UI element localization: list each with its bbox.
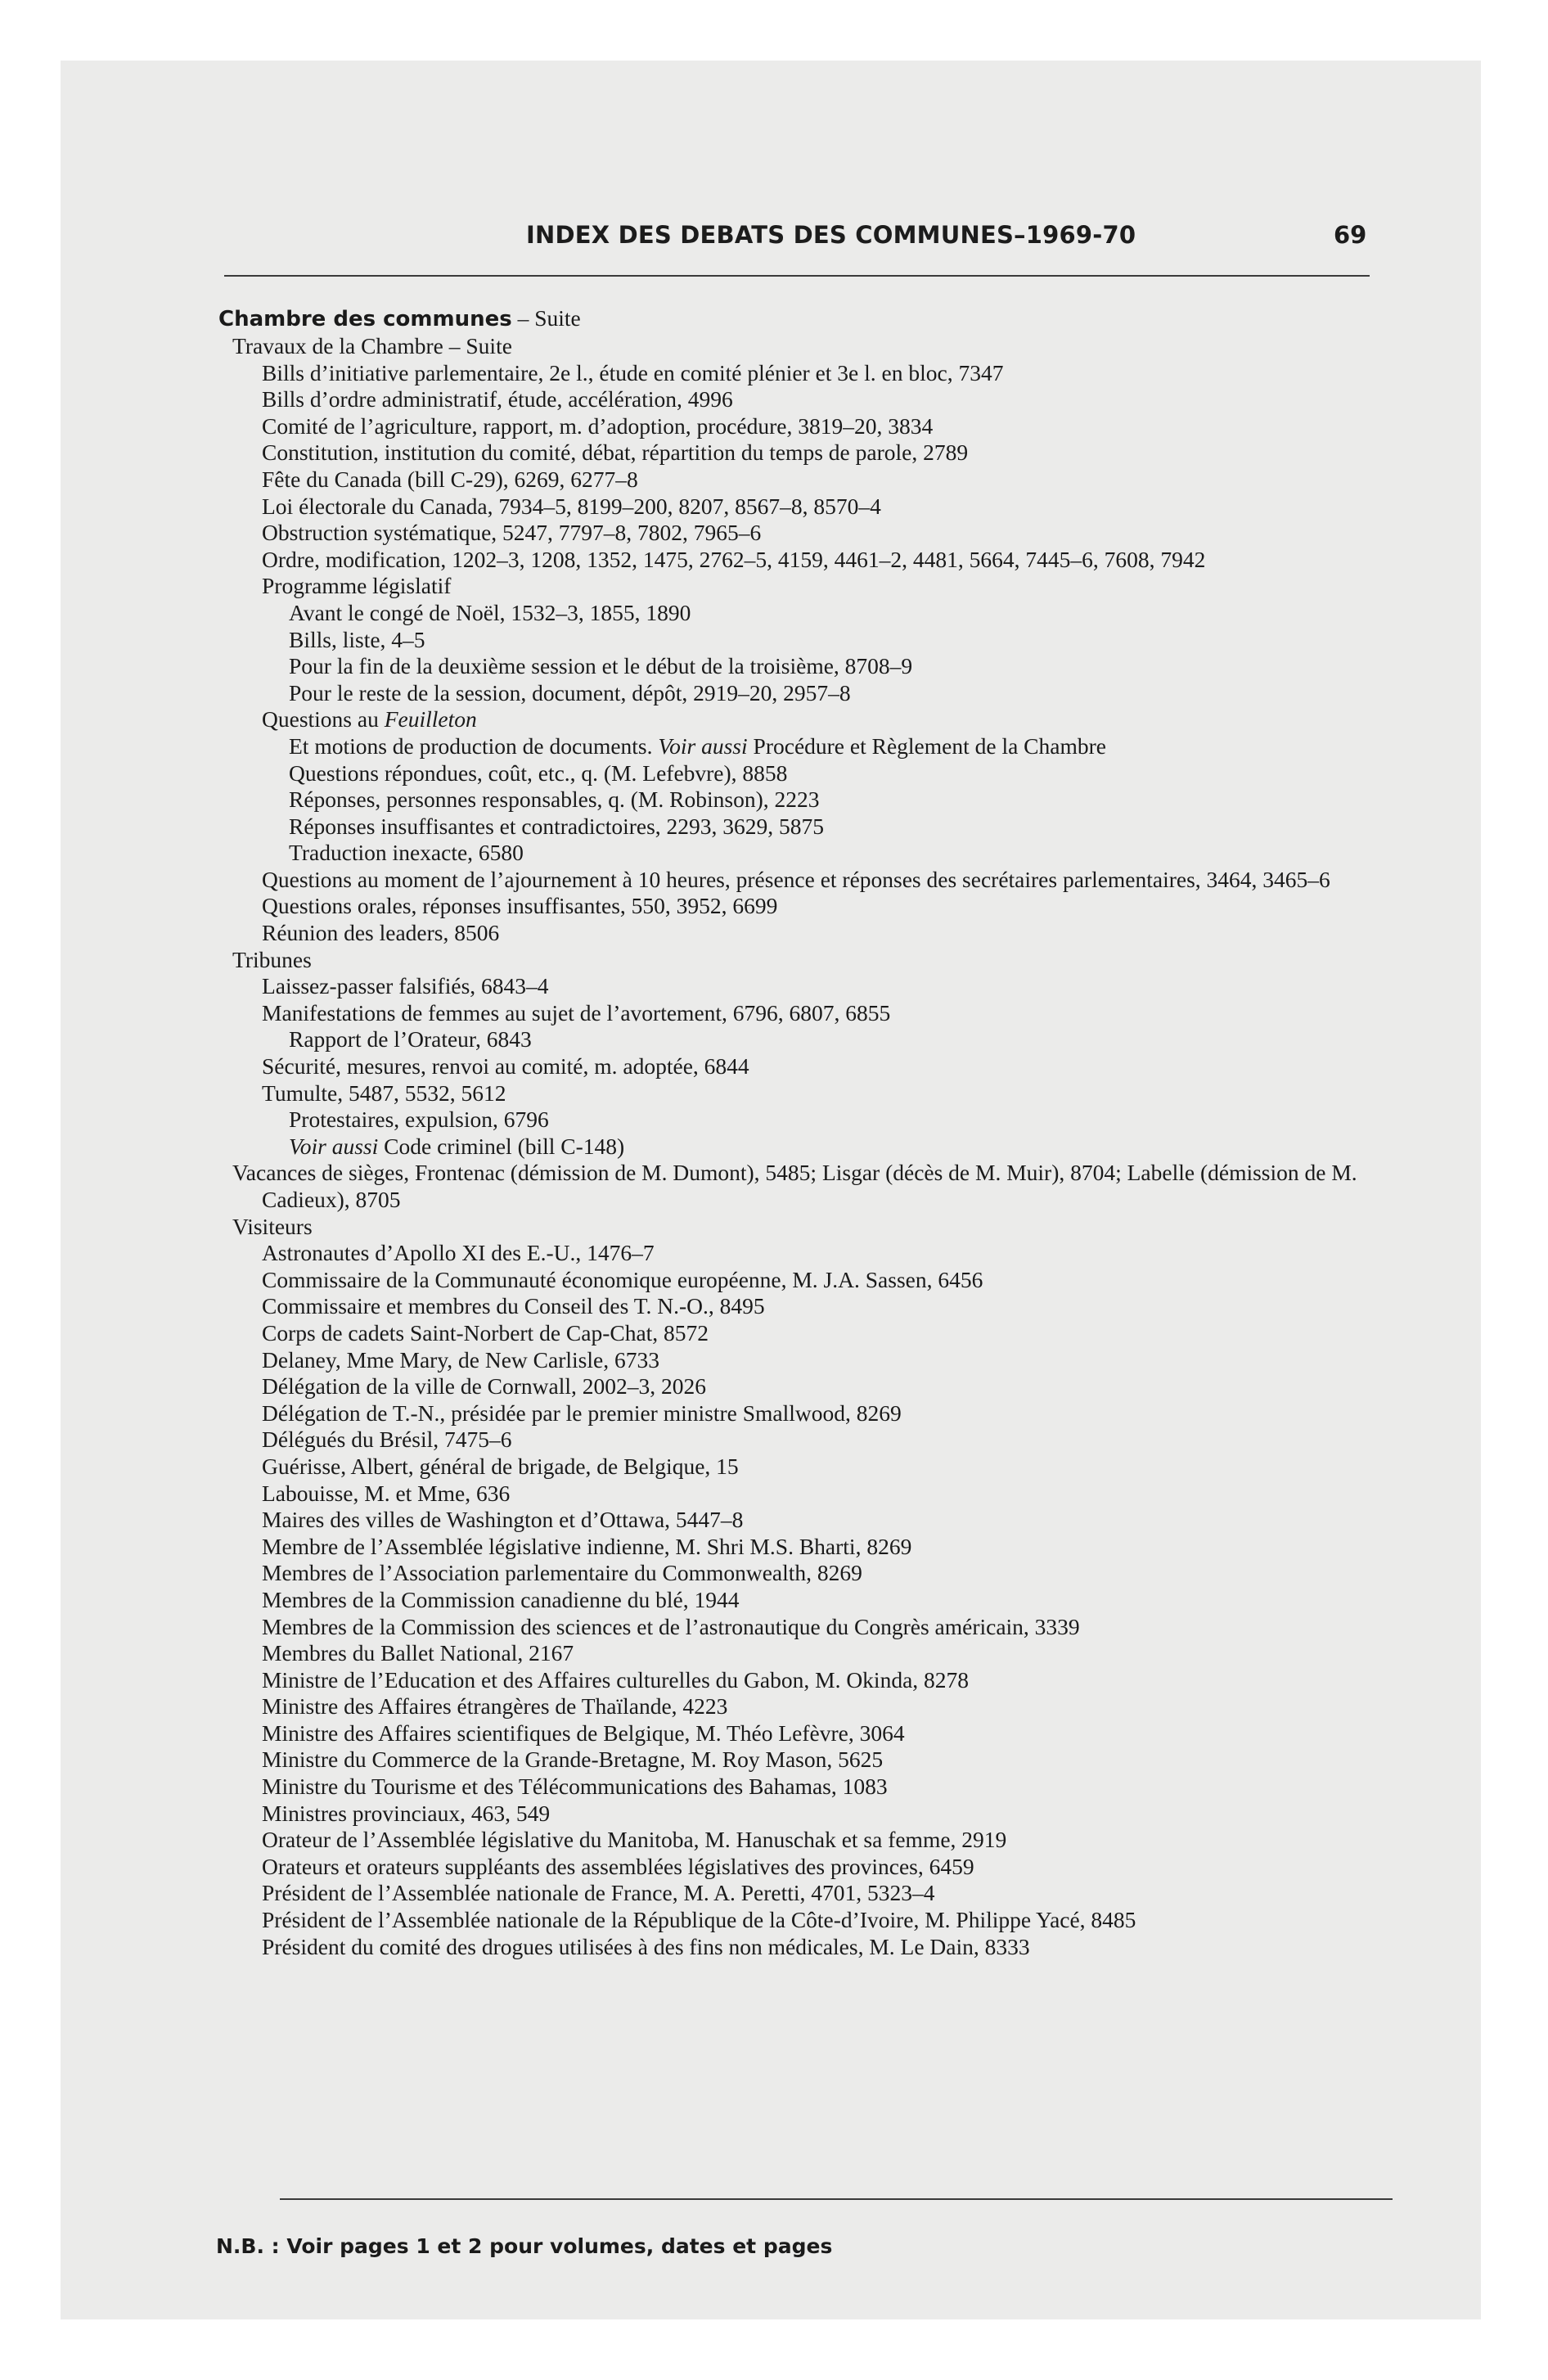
entry-text: Laissez-passer falsifiés, 6843–4 (262, 973, 549, 999)
entry-text: Constitution, institution du comité, débat, répartition du temps de parole, 2789 (262, 439, 969, 466)
index-entry (61, 1240, 1366, 1267)
entry-text: Fête du Canada (bill C-29), 6269, 6277–8 (262, 466, 638, 492)
entry-text: Réunion des leaders, 8506 (262, 920, 500, 946)
entry-text: Orateur de l’Assemblée législative du Manitoba, M. Hanuschak et sa femme, 2919 (262, 1827, 1007, 1853)
entry-text: Travaux de la Chambre – Suite (232, 333, 512, 358)
index-entry (61, 1774, 1366, 1801)
entry-text: Bills, liste, 4–5 (289, 626, 425, 652)
index-entry (61, 1000, 1366, 1027)
entry-text: Ministre des Affaires scientifiques de Belgique, M. Théo Lefèvre, 3064 (262, 1720, 905, 1746)
index-entry (61, 1080, 1366, 1107)
entry-text: Questions orales, réponses insuffisantes, 550, 3952, 6699 (262, 893, 778, 919)
entry-text: Pour la fin de la deuxième session et le début de la troisième, 8708–9 (289, 653, 913, 679)
index-entry (61, 1053, 1366, 1080)
index-entry (61, 920, 1366, 947)
index-entry (61, 1614, 1366, 1641)
entry-text: Sécurité, mesures, renvoi au comité, m. adoptée, 6844 (262, 1053, 749, 1080)
index-entry (61, 413, 1366, 440)
index-entry (61, 706, 1366, 733)
entry-text: Membres de la Commission canadienne du blé, 1944 (262, 1586, 740, 1612)
index-entry (61, 1481, 1366, 1508)
entry-text: Labouisse, M. et Mme, 636 (262, 1480, 511, 1506)
entry-text: Obstruction systématique, 5247, 7797–8, 7802, 7965–6 (262, 520, 762, 546)
index-entry (61, 547, 1366, 574)
index-entry (61, 600, 1366, 627)
entry-text: Protestaires, expulsion, 6796 (289, 1107, 549, 1133)
entry-text: Commissaire et membres du Conseil des T. N.-O., 8495 (262, 1293, 765, 1319)
index-entry (61, 653, 1366, 680)
entry-text: Tribunes (232, 946, 312, 972)
entry-text: Réponses, personnes responsables, q. (M. Robinson), 2223 (289, 787, 820, 813)
index-entry (61, 867, 1366, 894)
entry-text: Membres de l’Association parlementaire du Commonwealth, 8269 (262, 1560, 862, 1586)
index-entry (61, 360, 1366, 387)
entry-text: Questions répondues, coût, etc., q. (M. Lefebvre), 8858 (289, 760, 788, 786)
index-entry (61, 1427, 1366, 1454)
entry-text: Membres du Ballet National, 2167 (262, 1640, 574, 1666)
index-entry (61, 1720, 1366, 1747)
entry-text: Délégation de T.-N., présidée par le premier ministre Smallwood, 8269 (262, 1400, 902, 1426)
entry-text: Délégation de la ville de Cornwall, 2002–3, 2026 (262, 1373, 707, 1400)
entry-text: Bills d’initiative parlementaire, 2e l., étude en comité plénier et 3e l. en bloc, 7347 (262, 359, 1004, 385)
entry-italic-text: Voir aussi (289, 1133, 379, 1159)
entry-text: Traduction inexacte, 6580 (289, 840, 524, 866)
entry-text: Président du comité des drogues utilisées à des fins non médicales, M. Le Dain, 8333 (262, 1933, 1030, 1959)
index-entry (61, 973, 1366, 1000)
index-entry (61, 1880, 1366, 1907)
footer-rule (280, 2198, 1393, 2200)
index-entry (61, 1693, 1366, 1720)
index-entry (61, 947, 1366, 974)
entry-text: Membre de l’Assemblée législative indienne, M. Shri M.S. Bharti, 8269 (262, 1533, 912, 1559)
entry-text: Tumulte, 5487, 5532, 5612 (262, 1080, 506, 1106)
index-entry (61, 1320, 1366, 1347)
index-entry (61, 1293, 1366, 1320)
entry-italic-text: Feuilleton (384, 706, 477, 732)
index-entry (61, 1347, 1366, 1374)
index-entry (61, 1214, 1366, 1241)
index-entry (61, 1667, 1366, 1694)
index-entry (61, 893, 1366, 920)
entry-text: Pour le reste de la session, document, dépôt, 2919–20, 2957–8 (289, 679, 851, 705)
index-entry (61, 1454, 1366, 1481)
entry-text: Programme législatif (262, 573, 452, 599)
entry-text: Membres de la Commission des sciences et de l’astronautique du Congrès américain, 3339 (262, 1613, 1080, 1639)
entry-text: Vacances de sièges, Frontenac (démission de M. Dumont), 5485; Lisgar (décès de M. Muir), 8704; Labelle (démission de M. Cadieux), 8705 (232, 1160, 1357, 1212)
index-entry (61, 439, 1366, 467)
entry-text: Ministre des Affaires étrangères de Thaïlande, 4223 (262, 1693, 728, 1720)
index-entry (61, 1134, 1366, 1161)
index-entry (61, 1400, 1366, 1427)
index-entry (61, 840, 1366, 867)
entry-text: Ministre du Tourisme et des Télécommunications des Bahamas, 1083 (262, 1774, 888, 1800)
entry-text: Délégués du Brésil, 7475–6 (262, 1427, 512, 1453)
entry-text: Avant le congé de Noël, 1532–3, 1855, 1890 (289, 599, 691, 625)
entry-text: Questions au (262, 706, 385, 732)
index-entry (61, 1827, 1366, 1854)
entry-text-after: Code criminel (bill C-148) (378, 1133, 625, 1159)
index-entry (61, 1934, 1366, 1961)
index-entry (61, 1560, 1366, 1587)
entry-text: Ordre, modification, 1202–3, 1208, 1352, 1475, 2762–5, 4159, 4461–2, 4481, 5664, 7445–6, 7608, 7942 (262, 546, 1206, 572)
index-entry (61, 494, 1366, 521)
index-entry (61, 760, 1366, 787)
entry-text-after: Procédure et Règlement de la Chambre (747, 732, 1106, 759)
index-entry (61, 1026, 1366, 1053)
index-entry (61, 520, 1366, 547)
entry-text: Président de l’Assemblée nationale de France, M. A. Peretti, 4701, 5323–4 (262, 1880, 935, 1906)
index-entry (61, 1587, 1366, 1614)
section-heading-text: Chambre des communes (218, 307, 512, 331)
entry-text: Maires des villes de Washington et d’Ottawa, 5447–8 (262, 1507, 744, 1533)
entry-text: Astronautes d’Apollo XI des E.-U., 1476–7 (262, 1240, 655, 1266)
entry-text: Réponses insuffisantes et contradictoires, 2293, 3629, 5875 (289, 813, 825, 839)
index-entry (61, 386, 1366, 413)
entry-text: Visiteurs (232, 1213, 313, 1239)
footer-note: N.B. : Voir pages 1 et 2 pour volumes, dates et pages (216, 2234, 833, 2258)
entry-text: Ministre du Commerce de la Grande-Bretagne, M. Roy Mason, 5625 (262, 1747, 884, 1773)
entry-text: Delaney, Mme Mary, de New Carlisle, 6733 (262, 1346, 659, 1373)
section-heading-suffix: – Suite (511, 305, 581, 331)
header-title: INDEX DES DEBATS DES COMMUNES–1969-70 (526, 221, 1136, 249)
entry-text: Manifestations de femmes au sujet de l’avortement, 6796, 6807, 6855 (262, 999, 891, 1025)
entry-text: Président de l’Assemblée nationale de la République de la Côte-d’Ivoire, M. Philippe Yacé, 8485 (262, 1907, 1136, 1933)
index-entry (61, 1801, 1366, 1828)
index-entry (61, 680, 1366, 707)
index-entry (61, 1747, 1366, 1774)
document-page (61, 61, 1481, 2319)
index-entries (61, 304, 1481, 1960)
entry-text: Comité de l’agriculture, rapport, m. d’adoption, procédure, 3819–20, 3834 (262, 412, 934, 439)
index-entry (61, 1507, 1366, 1534)
page-header (61, 221, 1481, 254)
entry-text: Orateurs et orateurs suppléants des assemblées législatives des provinces, 6459 (262, 1853, 974, 1879)
header-rule (224, 275, 1370, 277)
entry-text: Corps de cadets Saint-Norbert de Cap-Chat, 8572 (262, 1319, 709, 1346)
index-entry (61, 573, 1366, 600)
entry-text: Ministre de l’Education et des Affaires culturelles du Gabon, M. Okinda, 8278 (262, 1666, 970, 1693)
index-entry (61, 1907, 1366, 1934)
entry-text: Guérisse, Albert, général de brigade, de Belgique, 15 (262, 1453, 739, 1479)
index-entry (61, 1373, 1366, 1400)
entry-text: Et motions de production de documents. (289, 732, 659, 759)
section-heading (61, 304, 1481, 333)
entry-italic-text: Voir aussi (658, 732, 748, 759)
entry-text: Bills d’ordre administratif, étude, accélération, 4996 (262, 386, 733, 412)
index-entry (61, 627, 1366, 654)
index-entry (61, 1160, 1366, 1213)
index-entry (61, 1640, 1366, 1667)
entry-text: Commissaire de la Communauté économique européenne, M. J.A. Sassen, 6456 (262, 1266, 983, 1292)
entry-text: Questions au moment de l’ajournement à 10 heures, présence et réponses des secrétaires parlementaires, 3464, 3465–6 (262, 866, 1330, 892)
index-entry (61, 814, 1366, 841)
index-entry (61, 733, 1366, 760)
index-entry (61, 1267, 1366, 1294)
index-entry (61, 1534, 1366, 1561)
index-entry (61, 1854, 1366, 1881)
index-entry (61, 787, 1366, 814)
entry-text: Rapport de l’Orateur, 6843 (289, 1026, 532, 1053)
index-entry (61, 1107, 1366, 1134)
page-number: 69 (1334, 221, 1367, 249)
entry-text: Ministres provinciaux, 463, 549 (262, 1800, 551, 1826)
entry-text: Loi électorale du Canada, 7934–5, 8199–200, 8207, 8567–8, 8570–4 (262, 493, 881, 519)
index-entry (61, 467, 1366, 494)
index-entry (61, 333, 1366, 360)
